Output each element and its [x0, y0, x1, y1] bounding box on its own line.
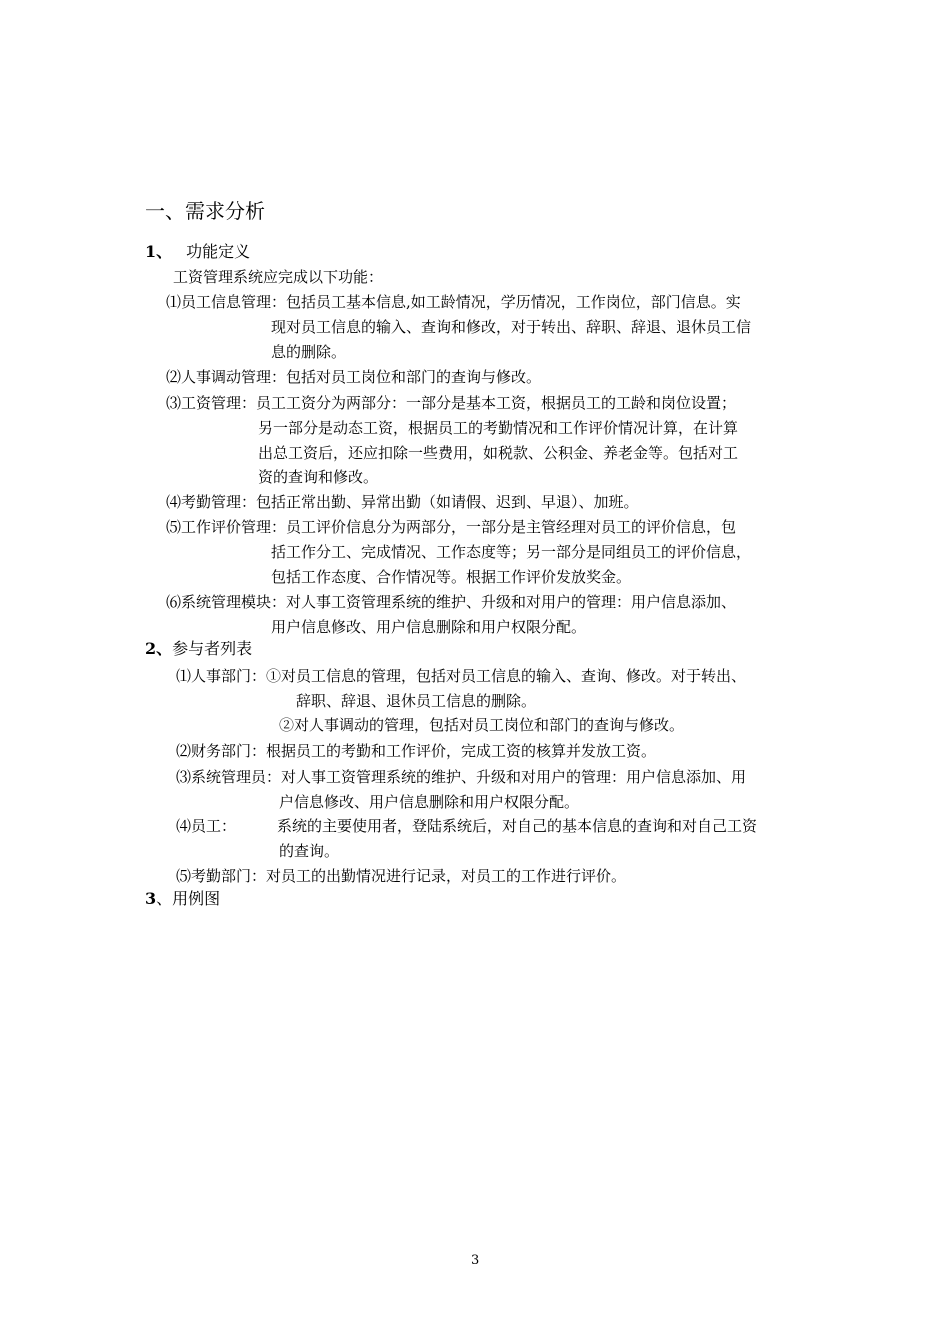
section-title: 一、需求分析	[145, 199, 265, 223]
function-item-6-line-2: 用户信息修改、用户信息删除和用户权限分配。	[271, 618, 587, 636]
function-item-3-line-4: 资的查询和修改。	[258, 468, 379, 486]
function-item-2: ⑵人事调动管理：包括对员工岗位和部门的查询与修改。	[166, 368, 542, 386]
subsection-3-number: 3	[145, 889, 157, 908]
participant-item-4: 系统的主要使用者，登陆系统后，对自己的基本信息的查询和对自己工资	[277, 817, 758, 835]
function-item-5-line-3: 包括工作态度、合作情况等。根据工作评价发放奖金。	[271, 568, 632, 586]
function-item-4: ⑷考勤管理：包括正常出勤、异常出勤（如请假、迟到、早退）、加班。	[166, 493, 639, 511]
subsection-2-title: 参与者列表	[172, 639, 253, 658]
participant-item-4-label: ⑷员工：	[176, 817, 237, 835]
participant-item-3-line-2: 户信息修改、用户信息删除和用户权限分配。	[279, 793, 580, 811]
participant-item-1: ⑴人事部门：①对员工信息的管理，包括对员工信息的输入、查询、修改。对于转出、	[176, 667, 747, 685]
participant-item-3: ⑶系统管理员：对人事工资管理系统的维护、升级和对用户的管理：用户信息添加、用	[176, 768, 747, 786]
page-number: 3	[471, 1253, 480, 1268]
function-item-5: ⑸工作评价管理：员工评价信息分为两部分，一部分是主管经理对员工的评价信息，包	[166, 518, 737, 536]
subsection-1-intro: 工资管理系统应完成以下功能：	[173, 268, 384, 286]
function-item-5-line-2: 括工作分工、完成情况、工作态度等；另一部分是同组员工的评价信息，	[271, 543, 752, 561]
subsection-3-heading	[145, 887, 220, 911]
participant-item-1-line-3: ②对人事调动的管理，包括对员工岗位和部门的查询与修改。	[279, 716, 685, 734]
function-item-1-line-2: 现对员工信息的输入、查询和修改，对于转出、辞职、辞退、退休员工信	[271, 318, 752, 336]
participant-item-2: ⑵财务部门：根据员工的考勤和工作评价，完成工资的核算并发放工资。	[176, 742, 657, 760]
function-item-3: ⑶工资管理：员工工资分为两部分：一部分是基本工资，根据员工的工龄和岗位设置；	[166, 394, 737, 412]
subsection-2-number: 2、	[145, 639, 173, 658]
participant-item-1-line-2: 辞职、辞退、退休员工信息的删除。	[296, 692, 537, 710]
participant-item-5: ⑸考勤部门：对员工的出勤情况进行记录，对员工的工作进行评价。	[176, 867, 627, 885]
subsection-1-number: 1、	[145, 242, 173, 261]
subsection-1-heading	[145, 240, 250, 264]
function-item-3-line-2: 另一部分是动态工资，根据员工的考勤情况和工作评价情况计算，在计算	[258, 419, 739, 437]
function-item-1-line-3: 息的删除。	[271, 343, 347, 361]
function-item-1: ⑴员工信息管理：包括员工基本信息,如工龄情况，学历情况，工作岗位，部门信息。实	[166, 293, 741, 311]
subsection-3-title: 、用例图	[156, 889, 221, 908]
function-item-6: ⑹系统管理模块：对人事工资管理系统的维护、升级和对用户的管理：用户信息添加、	[166, 593, 737, 611]
participant-item-4-line-2: 的查询。	[279, 842, 340, 860]
subsection-1-title: 功能定义	[186, 242, 251, 261]
subsection-2-heading	[145, 637, 252, 661]
function-item-3-line-3: 出总工资后，还应扣除一些费用，如税款、公积金、养老金等。包括对工	[258, 444, 739, 462]
